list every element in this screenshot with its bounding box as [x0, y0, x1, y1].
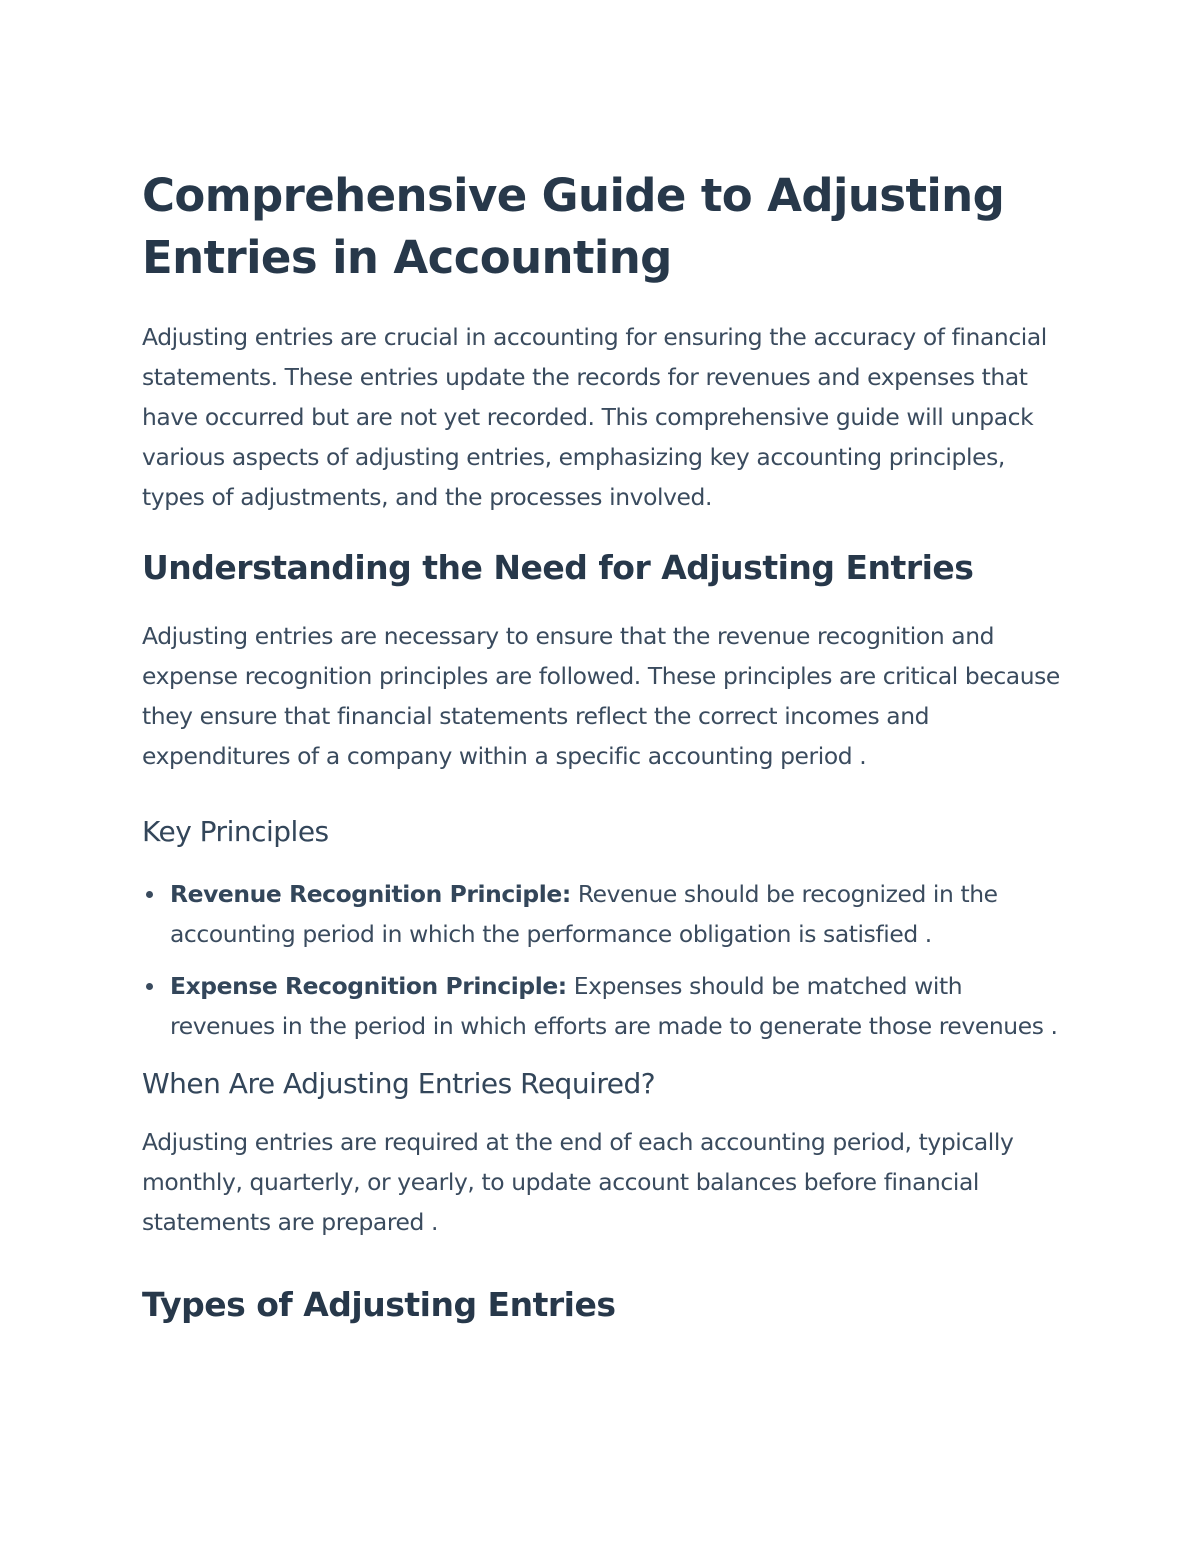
bullet-icon: [146, 983, 153, 990]
key-principles-heading: Key Principles: [142, 815, 329, 848]
principle-term: Revenue Recognition Principle:: [170, 880, 571, 908]
need-section-heading: Understanding the Need for Adjusting Entries: [142, 548, 974, 587]
principle-text: Expenses should be matched with revenues in the period in which efforts are made to generate those revenues .: [170, 972, 1058, 1040]
list-item: [142, 874, 1062, 954]
document-title: Comprehensive Guide to Adjusting Entries in Accounting: [142, 169, 1005, 284]
principle-text: Revenue should be recognized in the accounting period in which the performance obligation is satisfied .: [170, 880, 998, 948]
bullet-icon: [146, 891, 153, 898]
when-section-heading: When Are Adjusting Entries Required?: [142, 1067, 656, 1100]
list-item: [142, 966, 1062, 1046]
when-section-paragraph: Adjusting entries are required at the end of each accounting period, typically monthly, quarterly, or yearly, to update account balances before financial statements are prepared .: [142, 1128, 1014, 1236]
document-page: [142, 165, 1062, 1327]
need-section-paragraph: Adjusting entries are necessary to ensure that the revenue recognition and expense recognition principles are followed. These principles are critical because they ensure that financial statements reflect the correct incomes and expenditures of a company within a specific accounting period .: [142, 622, 1060, 770]
types-section-heading: Types of Adjusting Entries: [142, 1285, 616, 1324]
intro-paragraph: Adjusting entries are crucial in accounting for ensuring the accuracy of financial statements. These entries update the records for revenues and expenses that have occurred but are not yet recorded. This comprehensive guide will unpack various aspects of adjusting entries, emphasizing key accounting principles, types of adjustments, and the processes involved.: [142, 323, 1047, 511]
principle-term: Expense Recognition Principle:: [170, 972, 567, 1000]
key-principles-list: [142, 874, 1062, 1046]
